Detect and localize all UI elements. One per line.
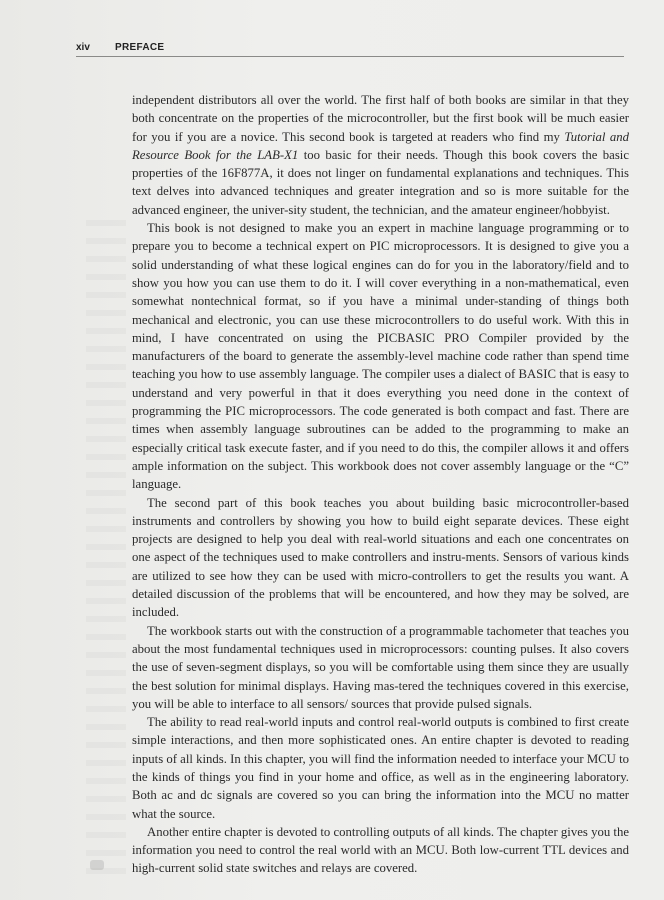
page-number: xiv (76, 42, 90, 53)
paragraph (132, 823, 629, 878)
paragraph-text: The workbook starts out with the construction of a programmable tachometer that teaches you about the most fundamental techniques used in microprocessors: counting pulses. It also covers the use of seven-segment displays, so you will be comfortable using them since they are usually the best solution for minimal displays. Having mas-tered the techniques covered in this exercise, you will be able to interface to all sensors/ sources that provide pulsed signals. (132, 623, 629, 711)
paragraph-text: The ability to read real-world inputs and control real-world outputs is combined to first create simple interactions, and then more sophisticated ones. An entire chapter is devoted to reading inputs of all kinds. In this chapter, you will find the information needed to interface your MCU to the kinds of things you find in your home and office, as well as in the engineering laboratory. Both ac and dc signals are covered so you can bring the information into the MCU no matter what the source. (132, 715, 629, 821)
paragraph-text: Another entire chapter is devoted to controlling outputs of all kinds. The chapter gives you the information you need to control the real world with an MCU. Both low-current TTL devices and high-current solid state switches and relays are covered. (132, 824, 629, 876)
running-head: PREFACE (115, 42, 165, 53)
bleed-through-shadow (86, 220, 126, 880)
paragraph (132, 91, 629, 219)
page-header (76, 42, 624, 57)
paragraph (132, 713, 629, 823)
paragraph-text: independent distributors all over the world. The first half of both books are similar in that they both concentrate on the properties of the microcontroller, but the first book will be much easier for you if you are a novice. This second book is targeted at readers who find my (132, 93, 629, 144)
paragraph (132, 494, 629, 622)
paragraph-text: This book is not designed to make you an expert in machine language programming or to prepare you to become a technical expert on PIC microprocessors. It is designed to give you a solid understanding of what these logical engines can do for you in the laboratory/field and to show you how you can use them to do it. I will cover everything in a non-mathematical, even somewhat nontechnical format, so if you have a minimal under-standing of things both mechanical and electronic, you can use these microcontrollers to do useful work. With this in mind, I have concentrated on using the PICBASIC PRO Compiler provided by the manufacturers of the board to generate the assembly-level machine code rather than spend time teaching you how to use assembly language. The compiler uses a dialect of BASIC that is easy to understand and very powerful in that it does everything you need done in the context of programming the PIC microprocessors. The code generated is both compact and fast. There are times when assembly language subroutines can be added to the programming to make an especially critical task execute faster, and if you need to do this, the compiler allows it and offers ample information on the subject. This workbook does not cover assembly language or the “C” language. (132, 221, 629, 492)
paragraph-text: too basic for their needs. Though this book covers the basic properties of the 16F877A, it does not linger on fundamental explanations and techniques. This text delves into advanced techniques and greater integration and so is more suitable for the advanced engineer, the univer-sity student, the technician, and the amateur engineer/hobbyist. (132, 147, 630, 217)
paragraph (132, 622, 629, 713)
paragraph-text: The second part of this book teaches you about building basic microcontroller-based instruments and controllers by showing you how to build eight separate devices. These eight projects are designed to help you deal with real-world situations and each one concentrates on one aspect of the techniques used to make controllers and instru-ments. Sensors of various kinds are utilized to see how they can be used with micro-controllers to get the results you want. A detailed discussion of the problems that will be encountered, and how they may be solved, are included. (132, 495, 629, 620)
book-title-italic: Tutorial and Resource Book for the LAB-X1 (132, 129, 629, 162)
paragraph (132, 219, 629, 493)
body-text (132, 91, 629, 878)
page-smudge (90, 860, 104, 870)
